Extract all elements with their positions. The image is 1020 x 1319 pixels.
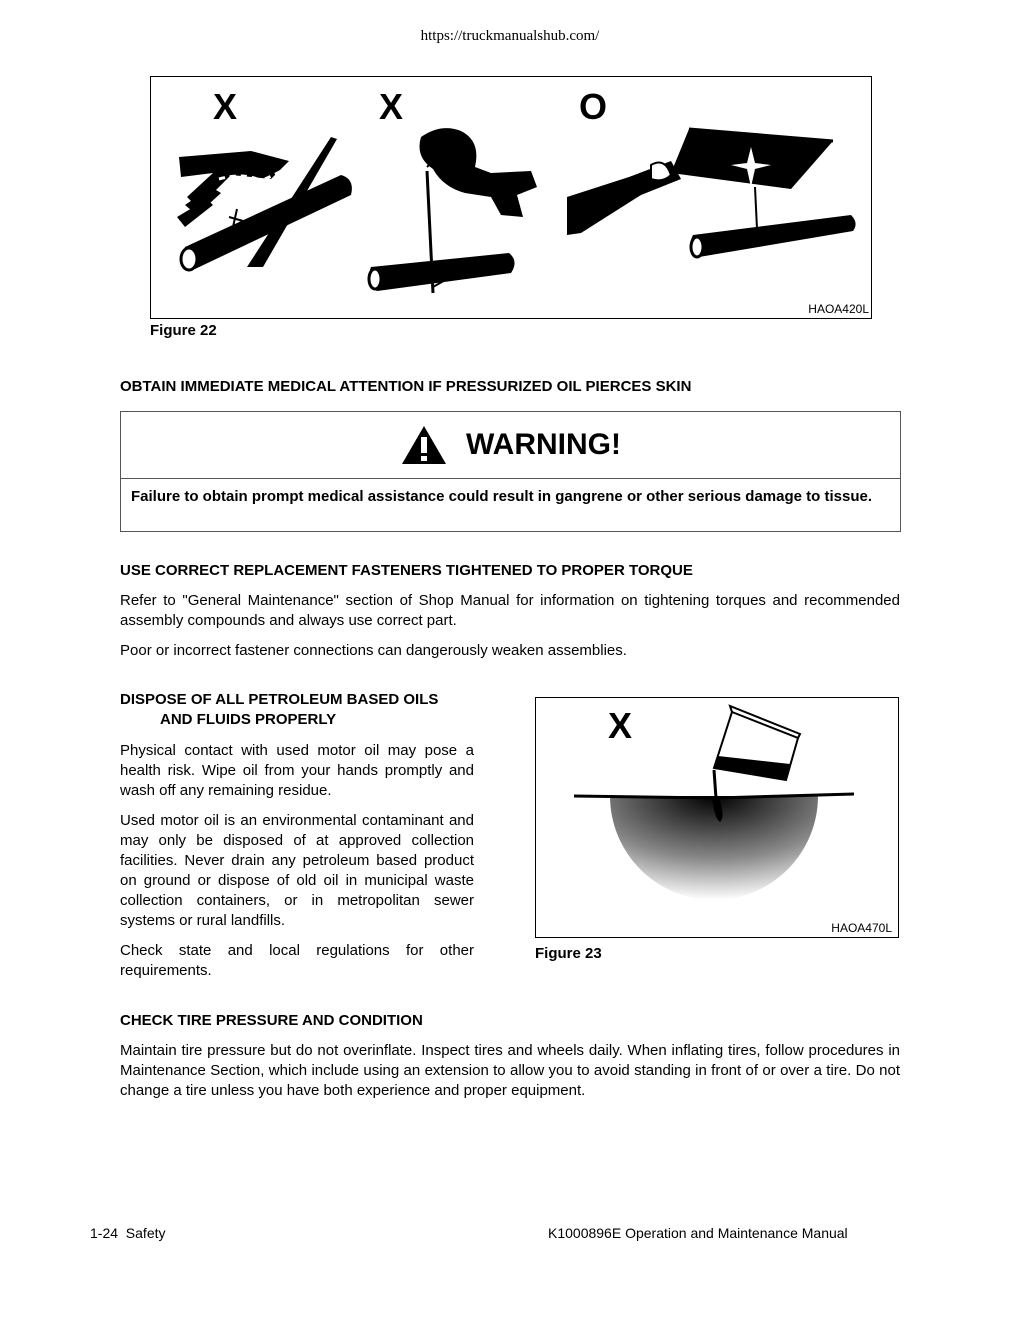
figure-23-caption: Figure 23 xyxy=(535,945,602,962)
figure-23 xyxy=(535,697,899,938)
paragraph-oil-3: Check state and local regulations for other requirements. xyxy=(120,942,474,979)
figure-22-mark-2: X xyxy=(379,86,404,127)
section-heading-medical-attention: OBTAIN IMMEDIATE MEDICAL ATTENTION IF PRESSURIZED OIL PIERCES SKIN xyxy=(120,378,692,395)
figure-22-mark-1: X xyxy=(213,86,238,127)
cardboard-leak-check-icon xyxy=(567,129,856,257)
section-heading-tire-pressure: CHECK TIRE PRESSURE AND CONDITION xyxy=(120,1012,423,1029)
figure-22 xyxy=(150,76,872,319)
footer-right: K1000896E Operation and Maintenance Manual xyxy=(548,1225,848,1241)
hydraulic-leak-illustration xyxy=(151,117,871,317)
paragraph-oil-1: Physical contact with used motor oil may pose a health risk. Wipe oil from your hands promptly and wash off any remaining residue. xyxy=(120,742,474,799)
section-heading-dispose-oils xyxy=(120,690,480,730)
figure-22-caption: Figure 22 xyxy=(150,322,217,339)
warning-header xyxy=(121,412,900,479)
figure-22-code: HAOA420L xyxy=(808,302,869,316)
paragraph-oil-2: Used motor oil is an environmental contaminant and may only be disposed of at approved collection facilities. Never drain any petroleum based product on ground or dispose of old oil in municipal waste collection containers, or in metropolitan sewer systems or rural landfills. xyxy=(120,812,474,929)
oil-container-icon xyxy=(714,706,800,780)
warning-text: Failure to obtain prompt medical assistance could result in gangrene or other serious damage to tissue. xyxy=(131,488,872,505)
header-url: https://truckmanualshub.com/ xyxy=(420,28,600,44)
figure-22-mark-3: O xyxy=(579,86,608,127)
section-heading-dispose-oils-line-1: DISPOSE OF ALL PETROLEUM BASED OILS xyxy=(120,691,439,708)
warning-box xyxy=(120,411,901,532)
oil-ground-contamination-illustration xyxy=(536,698,898,937)
hand-touching-hose-icon xyxy=(177,137,352,270)
paragraph-fasteners-1: Refer to "General Maintenance" section of Shop Manual for information on tightening torques and recommended assembly compounds and always use correct part. xyxy=(120,592,900,629)
person-near-leak-icon xyxy=(369,128,537,293)
section-heading-dispose-oils-line-2: AND FLUIDS PROPERLY xyxy=(160,711,337,728)
figure-23-mark: X xyxy=(608,705,633,746)
warning-title: WARNING! xyxy=(466,428,621,461)
warning-triangle-icon xyxy=(400,424,448,466)
section-heading-fasteners: USE CORRECT REPLACEMENT FASTENERS TIGHTENED TO PROPER TORQUE xyxy=(120,562,693,579)
paragraph-tire: Maintain tire pressure but do not overinflate. Inspect tires and wheels daily. When inflating tires, follow procedures in Maintenance Section, which include using an extension to allow you to avoid standing in front of or over a tire. Do not change a tire unless you have both experience and proper equipment. xyxy=(120,1042,900,1099)
footer-left: 1-24 Safety xyxy=(90,1225,166,1241)
paragraph-fasteners-2: Poor or incorrect fastener connections can dangerously weaken assemblies. xyxy=(120,642,627,659)
figure-23-code: HAOA470L xyxy=(831,921,892,935)
